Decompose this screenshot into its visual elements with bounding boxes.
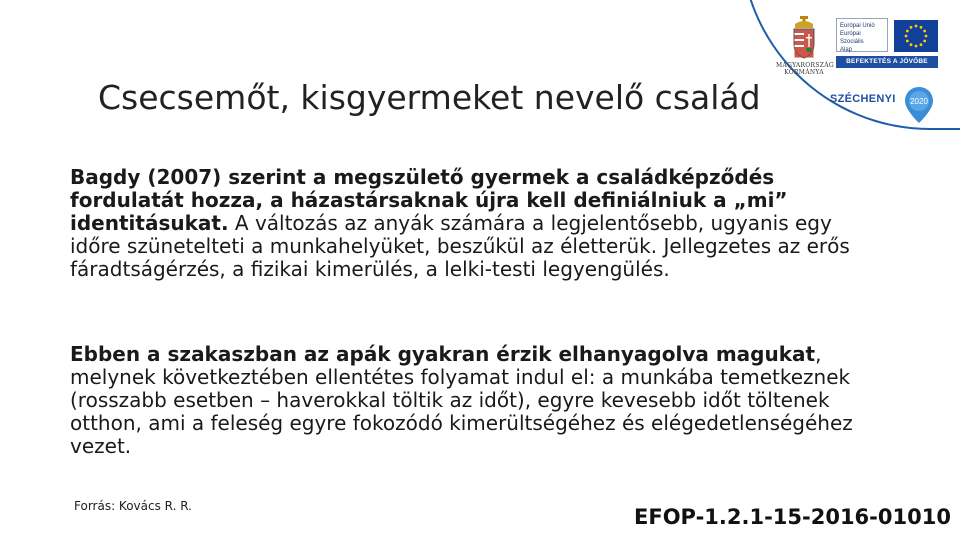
slide-title: Csecsemőt, kisgyermeket nevelő család [98,78,761,117]
paragraph-2-text: , melynek következtében ellentétes folyamat indul el: a munkába temetkeznek (rosszabb esetben – haverokkal töltik az időt), egyre kevesebb időt töltenek otthon, ami a feleség egyre fokozódó kimerültségéhez és elégedetlenségéhez vezet. [70,342,853,458]
hungarian-government-crest [776,16,832,88]
paragraph-1-bold: Bagdy (2007) szerint a megszülető gyermek a családképződés fordulatát hozza, a házastársaknak újra kell definiálniuk a „mi” identitásukat. [70,165,788,235]
crest-icon [789,16,819,60]
szechenyi-logo-text: SZÉCHENYI [830,93,896,105]
paragraph-2 [70,343,860,458]
paragraph-1-text: A változás az anyák számára a legjelentősebb, ugyanis egy időre szünetelteti a munkahelyüket, beszűkül az életterük. Jellegzetes az erős fáradtságérzés, a fizikai kimerülés, a lelki-testi legyengülés. [70,211,850,281]
eu-text-line: Európai Unió [840,23,875,29]
project-code: EFOP-1.2.1-15-2016-01010 [634,505,951,529]
szechenyi-year: 2020 [910,97,928,106]
map-pin-icon [904,86,934,128]
paragraph-1 [70,166,860,281]
source-citation: Forrás: Kovács R. R. [74,499,192,513]
eu-fund-label [836,18,888,52]
eu-text-line: Európai Szociális [840,31,864,45]
eu-text-line: Alap [840,47,853,53]
funding-logos [772,14,948,126]
crest-caption: MAGYARORSZÁG KORMÁNYA [776,62,834,76]
eu-flag-icon [894,20,938,52]
paragraph-2-bold: Ebben a szakaszban az apák gyakran érzik elhanyagolva magukat [70,342,816,366]
invest-in-future-banner: BEFEKTETÉS A JÖVŐBE [836,56,938,68]
